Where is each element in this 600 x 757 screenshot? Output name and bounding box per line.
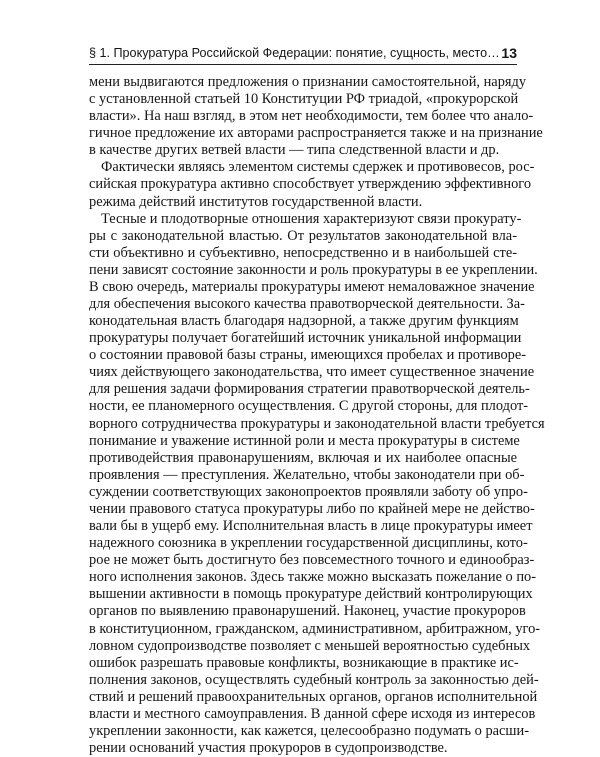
text-line: власти». На наш взгляд, в этом нет необходимости, тем более что анало- (89, 108, 534, 125)
text-line: конодательная власть благодаря надзорной, а также другим функциям (89, 313, 519, 330)
text-line: ного исполнения законов. Здесь также можно высказать пожелание о по- (89, 569, 537, 586)
text-line: о состоянии правовой базы страны, имеющихся пробелах и противоре- (89, 347, 527, 364)
text-line: рое не может быть достигнуто без повсеместного точного и единообраз- (89, 552, 535, 569)
text-line: ности, ее планомерного осуществления. С другой стороны, для плодот- (89, 398, 529, 415)
text-line: Фактически являясь элементом системы сдержек и противовесов, рос- (101, 159, 535, 176)
text-line: органов по выявлению правонарушений. Наконец, участие прокуроров (89, 603, 526, 620)
text-line: чении правового статуса прокуратуры либо по крайней мере не действо- (89, 500, 535, 517)
text-line: рении оснований участия прокуроров в судопроизводстве. (89, 740, 448, 757)
text-line: для решения задачи формирования стратегии правотворческой деятель- (89, 381, 530, 398)
body-text (89, 74, 545, 757)
text-line: В свою очередь, материалы прокуратуры имеют немаловажное значение (89, 278, 535, 295)
chapter-title: § 1. Прокуратура Российской Федерации: понятие, сущность, место… (89, 46, 500, 60)
text-line: прокуратуры получает богатейший источник уникальной информации (89, 330, 522, 347)
text-line: ворного сотрудничества прокуратуры и законодательной власти требуется (89, 415, 545, 432)
text-line: в качестве других ветвей власти — типа следственной власти и др. (89, 142, 500, 159)
text-line: в конституционном, гражданском, административном, арбитражном, уго- (89, 620, 541, 637)
text-line: укреплении законности, как кажется, целесообразно подумать о расши- (89, 722, 530, 739)
text-line: вышении активности в помощь прокуратуре действий контролирующих (89, 586, 533, 603)
text-line: для обеспечения высокого качества правотворческой деятельности. За- (89, 296, 525, 313)
running-header (89, 42, 517, 65)
text-line: чиях действующего законодательства, что имеет существенное значение (89, 364, 535, 381)
text-line: полнения законов, осуществлять судебный контроль за законностью дей- (89, 671, 539, 688)
text-line: вали бы в ущерб ему. Исполнительная власть в лице прокуратуры имеет (89, 518, 533, 535)
text-line: ры с законодательной властью. От результатов законодательной вла- (89, 227, 517, 244)
text-line: понимание и уважение истинной роли и места прокуратуры в системе (89, 432, 520, 449)
text-line: сийская прокуратура активно способствует утверждению эффективного (89, 176, 532, 193)
text-line: гичное предложение их авторами распространяется также и на признание (89, 125, 543, 142)
text-line: суждении соответствующих законопроектов проявляли заботу об упро- (89, 483, 528, 500)
text-line: мени выдвигаются предложения о признании самостоятельной, наряду (89, 74, 527, 90)
text-line: проявления — преступления. Желательно, чтобы законодатели при об- (89, 466, 525, 483)
text-line: ствий и решений правоохранительных органов, органов исполнительной (89, 688, 538, 705)
text-line: с установленной статьей 10 Конституции РФ триадой, «прокурорской (89, 91, 519, 108)
text-line: ошибок разрешать правовые конфликты, возникающие в практике ис- (89, 654, 519, 671)
text-line: режима действий институтов государственной власти. (89, 193, 423, 210)
page-number: 13 (501, 45, 517, 61)
text-line: ловном судопроизводстве позволяет с меньшей вероятностью судебных (89, 637, 531, 654)
text-line: Тесные и плодотворные отношения характеризуют связи прокурату- (101, 210, 522, 227)
text-line: пени зависят состояние законности и роль прокуратуры в ее укреплении. (89, 261, 538, 278)
text-line: власти и местного самоуправления. В данной сфере исходя из интересов (89, 705, 536, 722)
text-line: сти объективно и субъективно, непосредственно и в наибольшей сте- (89, 244, 517, 261)
text-line: надежного союзника в укреплении государственной дисциплины, кото- (89, 535, 528, 552)
text-line: противодействия правонарушениям, включая и их наиболее опасные (89, 449, 517, 466)
